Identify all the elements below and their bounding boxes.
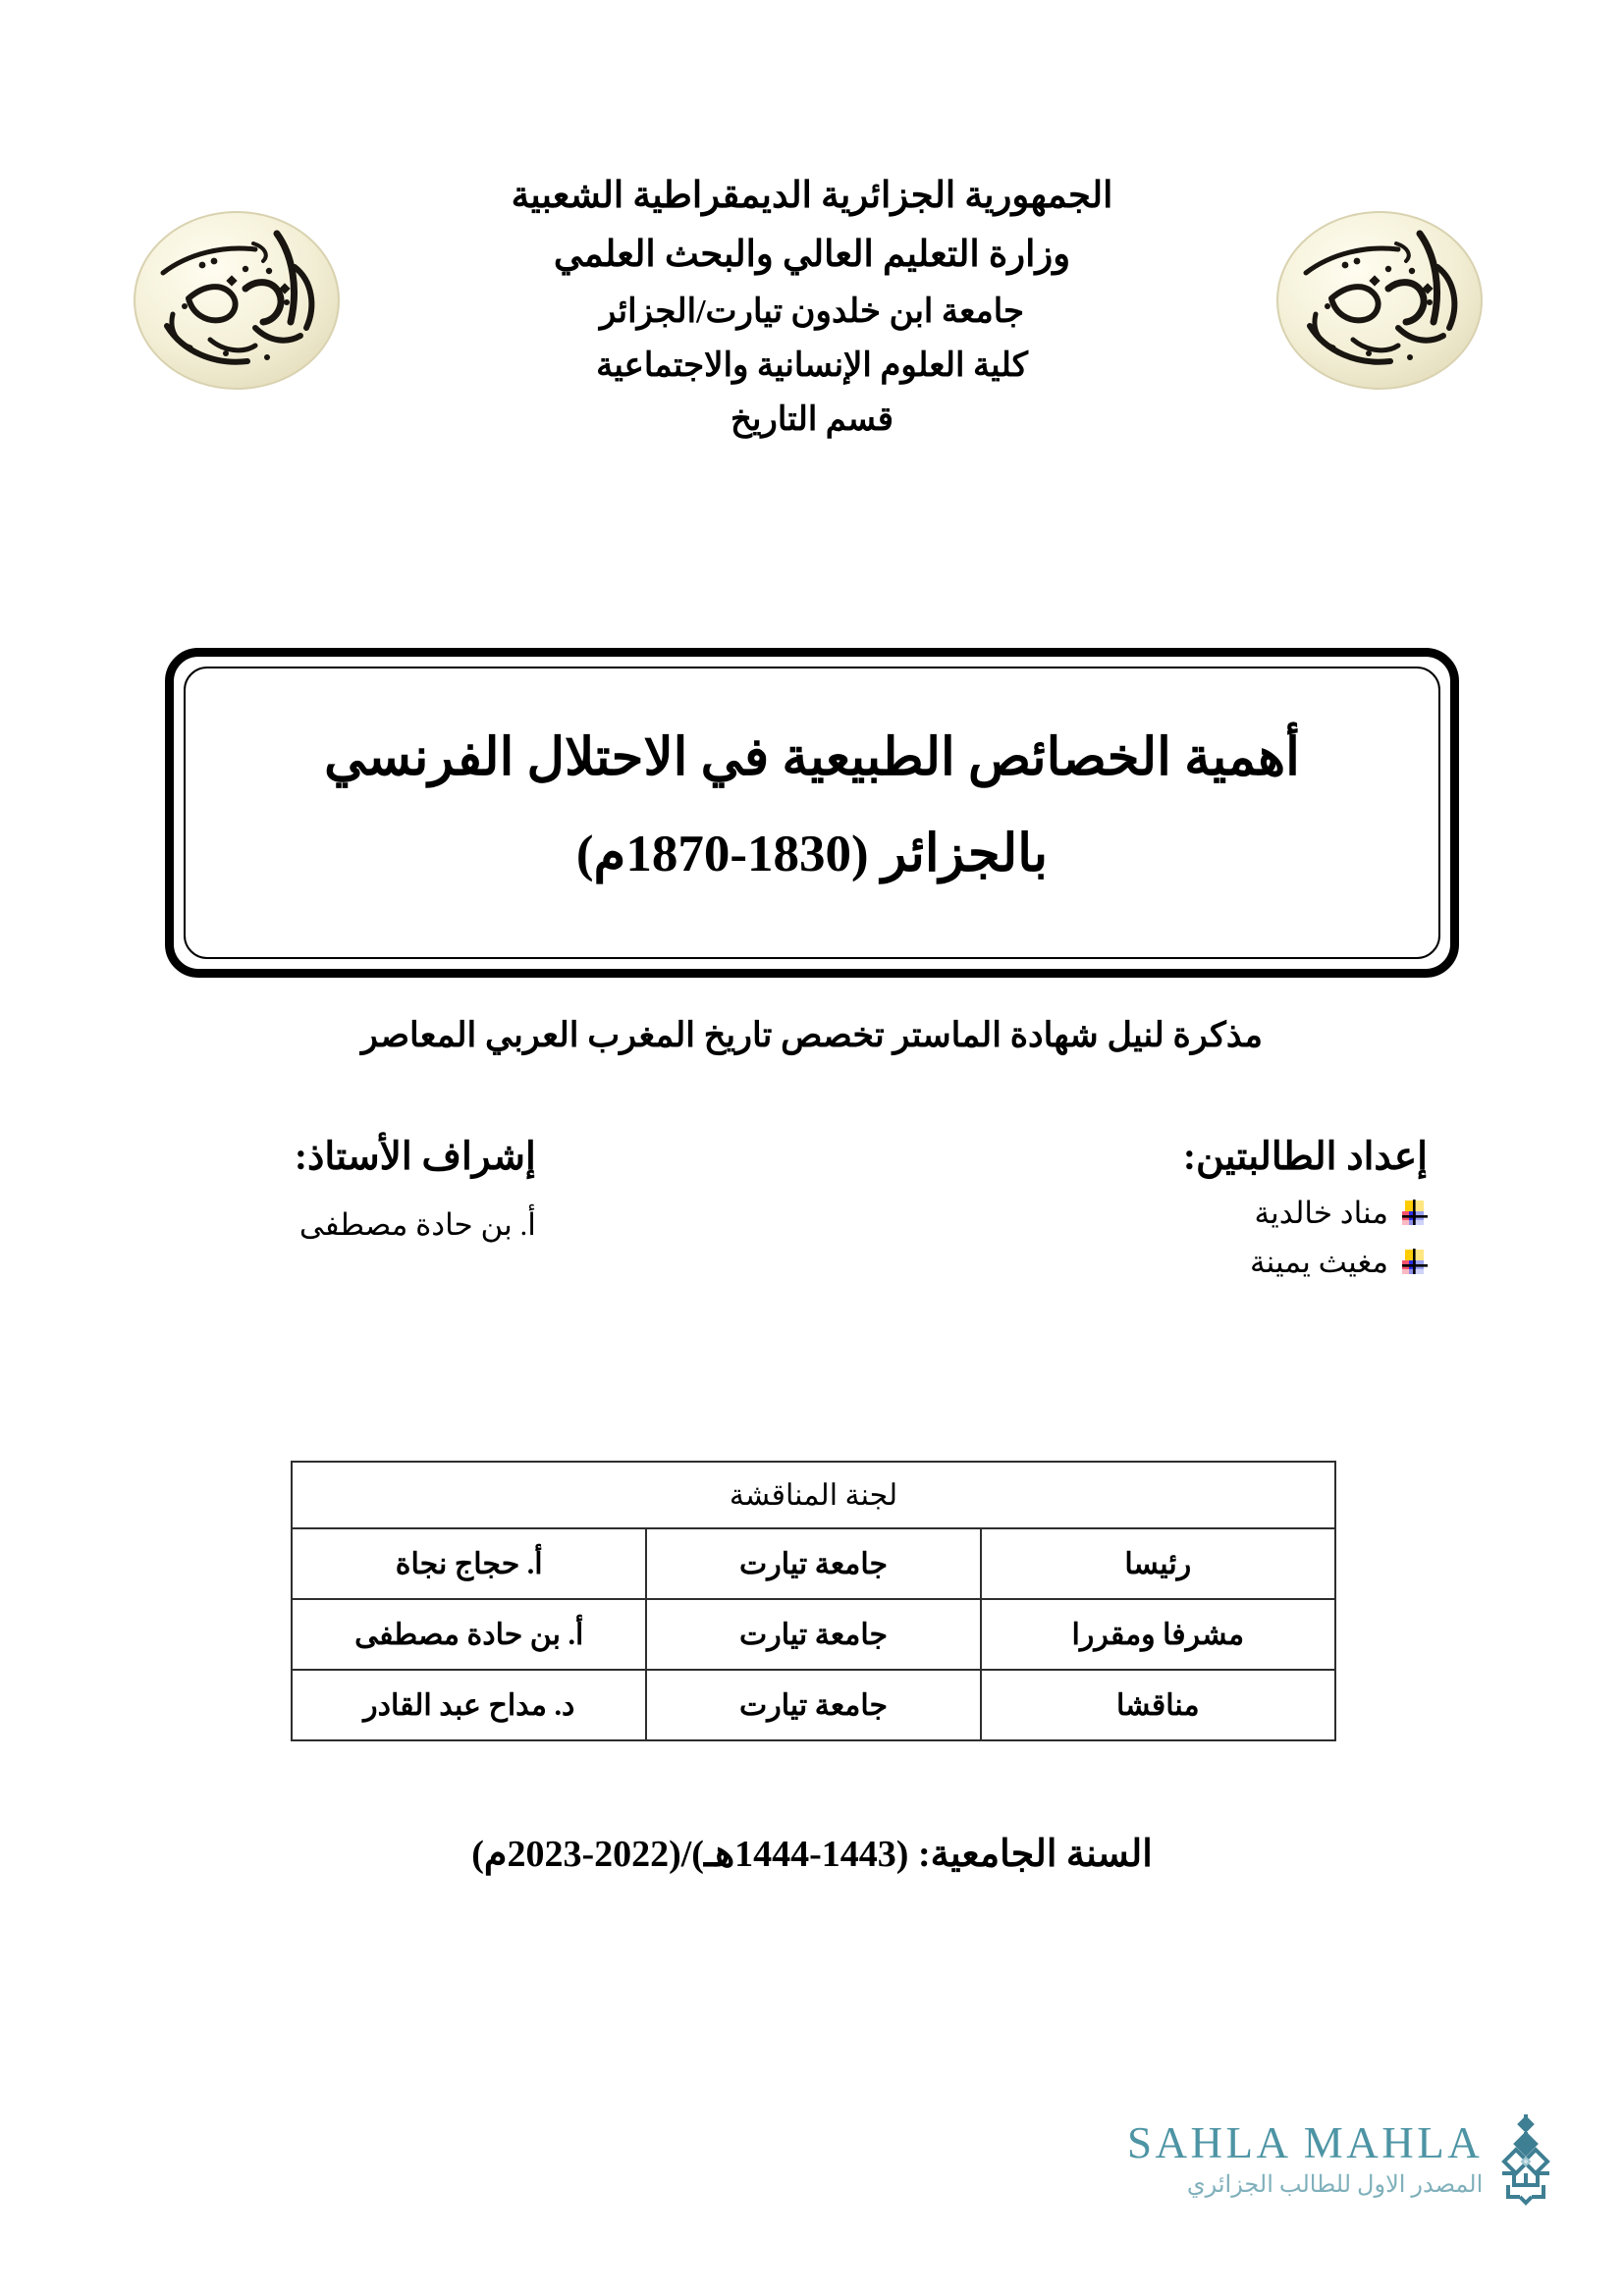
header-line-republic: الجمهورية الجزائرية الديمقراطية الشعبية (511, 176, 1113, 216)
thesis-title-box (165, 648, 1459, 978)
amazigh-ornament-icon (1494, 2112, 1557, 2207)
header-band (0, 167, 1624, 589)
table-row (292, 1528, 1335, 1599)
table-row (292, 1670, 1335, 1740)
header-line-department: قسم التاريخ (731, 401, 893, 439)
university-logo-right (1272, 204, 1487, 397)
academic-year: السنة الجامعية: (1443-1444هـ)/(2022-2023م) (471, 1834, 1153, 1875)
jury-institution: جامعة تيارت (646, 1599, 980, 1670)
jury-name: د. مداح عبد القادر (292, 1670, 646, 1740)
student-name: مغيث يمينة (1250, 1244, 1388, 1279)
header-text-block (353, 167, 1271, 447)
student-row (1183, 1196, 1428, 1231)
students-heading: إعداد الطالبتين: (1183, 1136, 1428, 1178)
table-row-caption (292, 1462, 1335, 1528)
people-block (0, 1134, 1624, 1360)
jury-institution: جامعة تيارت (646, 1528, 980, 1599)
table-row (292, 1599, 1335, 1670)
header-line-university: جامعة ابن خلدون تيارت/الجزائر (599, 293, 1025, 330)
jury-name: أ. حجاج نجاة (292, 1528, 646, 1599)
brand-row (1127, 2112, 1589, 2207)
supervisor-name: أ. بن حادة مصطفى (298, 1206, 536, 1242)
jury-role: مناقشا (981, 1670, 1335, 1740)
brand-subtitle: المصدر الاول للطالب الجزائري (1186, 2172, 1484, 2199)
jury-role: رئيسا (981, 1528, 1335, 1599)
university-logo-left (130, 204, 344, 397)
jury-committee-table (291, 1461, 1336, 1741)
thesis-title-box-inner (184, 667, 1440, 959)
supervisor-column (295, 1134, 536, 1243)
jury-table-caption: لجنة المناقشة (292, 1462, 1335, 1528)
student-name: مناد خالدية (1254, 1195, 1388, 1230)
brand-title: SAHLA MAHLA (1127, 2117, 1484, 2167)
student-row (1183, 1245, 1428, 1280)
colored-square-bullet-icon (1402, 1249, 1428, 1275)
jury-role: مشرفا ومقررا (981, 1599, 1335, 1670)
thesis-title-line-1: أهمية الخصائص الطبيعية في الاحتلال الفرنسي (324, 729, 1300, 786)
thesis-title-line-2: بالجزائر (1830-1870م) (575, 826, 1049, 883)
colored-square-bullet-icon (1402, 1200, 1428, 1226)
degree-statement: مذكرة لنيل شهادة الماستر تخصص تاريخ المغرب العربي المعاصر (361, 1016, 1263, 1054)
jury-name: أ. بن حادة مصطفى (292, 1599, 646, 1670)
brand-text-wrap (1127, 2117, 1484, 2199)
header-line-faculty: كلية العلوم الإنسانية والاجتماعية (596, 347, 1028, 384)
jury-institution: جامعة تيارت (646, 1670, 980, 1740)
supervisor-heading: إشراف الأستاذ: (295, 1136, 536, 1178)
header-line-ministry: وزارة التعليم العالي والبحث العلمي (553, 234, 1071, 275)
students-column (1183, 1134, 1428, 1280)
brand-watermark (1127, 2112, 1589, 2245)
